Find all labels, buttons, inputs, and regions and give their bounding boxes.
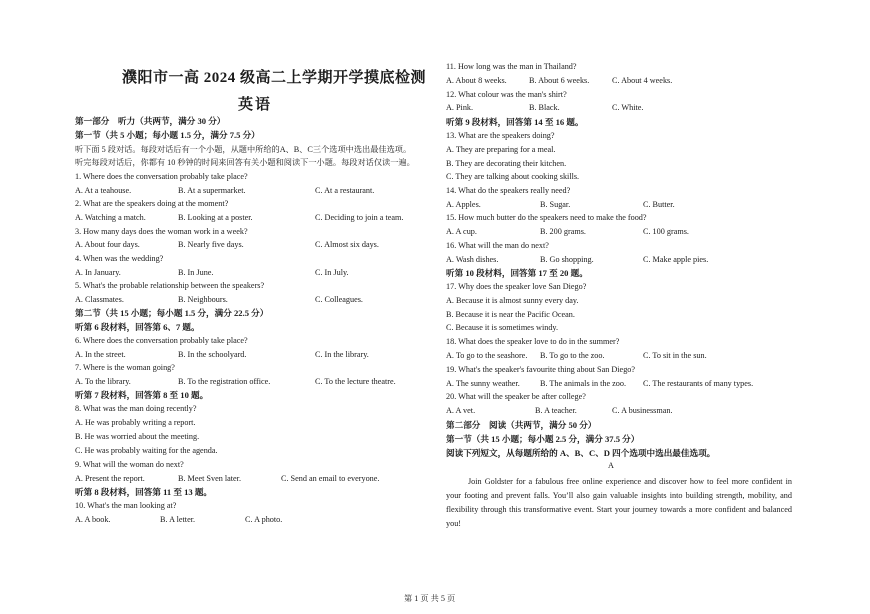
question-7-option-c: C. To the lecture theatre. [315, 377, 396, 386]
question-15-option-a: A. A cup. [446, 227, 477, 236]
instruction-line-2: 听完每段对话后，你都有 10 秒钟的时间来回答有关小题和阅读下一小题。每段对话仅读一遍。 [75, 158, 415, 167]
question-1-option-a: A. At a teahouse. [75, 186, 132, 195]
question-9-option-c: C. Send an email to everyone. [281, 474, 380, 483]
question-18-option-b: B. To go to the zoo. [540, 351, 605, 360]
question-2-stem: 2. What are the speakers doing at the moment? [75, 199, 229, 208]
question-7-option-a: A. To the library. [75, 377, 131, 386]
question-8-option-a: A. He was probably writing a report. [75, 418, 196, 427]
part1-heading: 第一部分 听力（共两节，满分 30 分） [75, 116, 226, 126]
question-15-stem: 15. How much butter do the speakers need to make the food? [446, 213, 647, 222]
question-20-option-a: A. A vet. [446, 406, 476, 415]
material-9-instruction: 听第 9 段材料，回答第 14 至 16 题。 [446, 117, 584, 127]
question-10-stem: 10. What's the man looking at? [75, 501, 177, 510]
question-13-stem: 13. What are the speakers doing? [446, 131, 555, 140]
question-15-option-c: C. 100 grams. [643, 227, 689, 236]
passage-a-text: Join Goldster for a fabulous free online experience and discover how to feel more confident in your footing and prevent falls. You’ll also gain valuable insights into building strength, mobility, and flexibility through this transformative event. Start your journey towards a more confident and balanced you! [446, 477, 792, 528]
question-2-option-c: C. Deciding to join a team. [315, 213, 404, 222]
question-10-option-c: C. A photo. [245, 515, 283, 524]
material-10-instruction: 听第 10 段材料，回答第 17 至 20 题。 [446, 268, 588, 278]
question-3-stem: 3. How many days does the woman work in a week? [75, 227, 248, 236]
question-1-stem: 1. Where does the conversation probably take place? [75, 172, 248, 181]
question-10-option-b: B. A letter. [160, 515, 196, 524]
page-footer: 第 1 页 共 5 页 [404, 594, 456, 603]
question-12-option-a: A. Pink. [446, 103, 474, 112]
question-1-option-c: C. At a restaurant. [315, 186, 375, 195]
question-9-stem: 9. What will the woman do next? [75, 460, 184, 469]
material-6-instruction: 听第 6 段材料，回答第 6、7 题。 [75, 322, 200, 332]
question-11-option-a: A. About 8 weeks. [446, 76, 507, 85]
question-17-option-c: C. Because it is sometimes windy. [446, 323, 559, 332]
question-3-option-b: B. Nearly five days. [178, 240, 244, 249]
question-19-option-a: A. The sunny weather. [446, 379, 520, 388]
question-13-option-b: B. They are decorating their kitchen. [446, 159, 567, 168]
material-8-instruction: 听第 8 段材料，回答第 11 至 13 题。 [75, 487, 213, 497]
question-13-option-c: C. They are talking about cooking skills. [446, 172, 580, 181]
question-6-option-c: C. In the library. [315, 350, 369, 359]
question-5-option-a: A. Classmates. [75, 295, 124, 304]
question-14-option-b: B. Sugar. [540, 200, 571, 209]
question-5-option-b: B. Neighbours. [178, 295, 228, 304]
question-15-option-b: B. 200 grams. [540, 227, 586, 236]
question-17-option-a: A. Because it is almost sunny every day. [446, 296, 579, 305]
question-6-option-b: B. In the schoolyard. [178, 350, 247, 359]
question-19-option-b: B. The animals in the zoo. [540, 379, 627, 388]
question-3-option-a: A. About four days. [75, 240, 140, 249]
question-8-option-c: C. He was probably waiting for the agenda. [75, 446, 218, 455]
question-4-option-a: A. In January. [75, 268, 121, 277]
question-12-option-b: B. Black. [529, 103, 560, 112]
passage-label: A [608, 461, 614, 470]
question-2-option-b: B. Looking at a poster. [178, 213, 253, 222]
question-1-option-b: B. At a supermarket. [178, 186, 246, 195]
question-9-option-b: B. Meet Sven later. [178, 474, 241, 483]
question-14-stem: 14. What do the speakers really need? [446, 186, 571, 195]
question-14-option-a: A. Apples. [446, 200, 481, 209]
question-11-stem: 11. How long was the man in Thailand? [446, 62, 577, 71]
question-4-option-b: B. In June. [178, 268, 214, 277]
question-4-option-c: C. In July. [315, 268, 349, 277]
reading-section1-heading: 第一节（共 15 小题；每小题 2.5 分，满分 37.5 分） [446, 434, 640, 444]
question-19-option-c: C. The restaurants of many types. [643, 379, 754, 388]
material-7-instruction: 听第 7 段材料，回答第 8 至 10 题。 [75, 390, 209, 400]
question-19-stem: 19. What's the speaker's favourite thing about San Diego? [446, 365, 636, 374]
reading-instructions: 阅读下列短文，从每题所给的 A、B、C、D 四个选项中选出最佳选项。 [446, 448, 716, 458]
question-5-option-c: C. Colleagues. [315, 295, 363, 304]
question-5-stem: 5. What's the probable relationship between the speakers? [75, 281, 265, 290]
question-20-option-c: C. A businessman. [612, 406, 673, 415]
question-13-option-a: A. They are preparing for a meal. [446, 145, 556, 154]
question-16-option-a: A. Wash dishes. [446, 255, 499, 264]
instruction-line-1: 听下面 5 段对话。每段对话后有一个小题，从题中所给的A、B、C三个选项中选出最佳选项。 [75, 145, 412, 154]
question-10-option-a: A. A book. [75, 515, 111, 524]
question-4-stem: 4. When was the wedding? [75, 254, 164, 263]
question-20-option-b: B. A teacher. [535, 406, 577, 415]
question-16-stem: 16. What will the man do next? [446, 241, 549, 250]
subject-title: 英语 [238, 97, 273, 113]
question-6-stem: 6. Where does the conversation probably take place? [75, 336, 248, 345]
question-12-stem: 12. What colour was the man's shirt? [446, 90, 567, 99]
question-3-option-c: C. Almost six days. [315, 240, 379, 249]
question-16-option-b: B. Go shopping. [540, 255, 594, 264]
question-18-option-a: A. To go to the seashore. [446, 351, 528, 360]
question-14-option-c: C. Butter. [643, 200, 675, 209]
question-11-option-b: B. About 6 weeks. [529, 76, 590, 85]
question-8-stem: 8. What was the man doing recently? [75, 404, 197, 413]
question-18-option-c: C. To sit in the sun. [643, 351, 707, 360]
question-8-option-b: B. He was worried about the meeting. [75, 432, 200, 441]
question-16-option-c: C. Make apple pies. [643, 255, 709, 264]
question-18-stem: 18. What does the speaker love to do in the summer? [446, 337, 620, 346]
question-6-option-a: A. In the street. [75, 350, 126, 359]
question-9-option-a: A. Present the report. [75, 474, 145, 483]
section2-heading: 第二节（共 15 小题；每小题 1.5 分，满分 22.5 分） [75, 308, 269, 318]
question-20-stem: 20. What will the speaker be after college? [446, 392, 586, 401]
question-12-option-c: C. White. [612, 103, 644, 112]
section1-heading: 第一节（共 5 小题；每小题 1.5 分，满分 7.5 分） [75, 130, 260, 140]
question-17-option-b: B. Because it is near the Pacific Ocean. [446, 310, 575, 319]
question-7-option-b: B. To the registration office. [178, 377, 271, 386]
part2-heading: 第二部分 阅读（共两节，满分 50 分） [446, 420, 597, 430]
question-17-stem: 17. Why does the speaker love San Diego? [446, 282, 587, 291]
question-2-option-a: A. Watching a match. [75, 213, 146, 222]
question-11-option-c: C. About 4 weeks. [612, 76, 673, 85]
page-title: 濮阳市一高 2024 级高二上学期开学摸底检测 [122, 70, 427, 86]
question-7-stem: 7. Where is the woman going? [75, 363, 175, 372]
